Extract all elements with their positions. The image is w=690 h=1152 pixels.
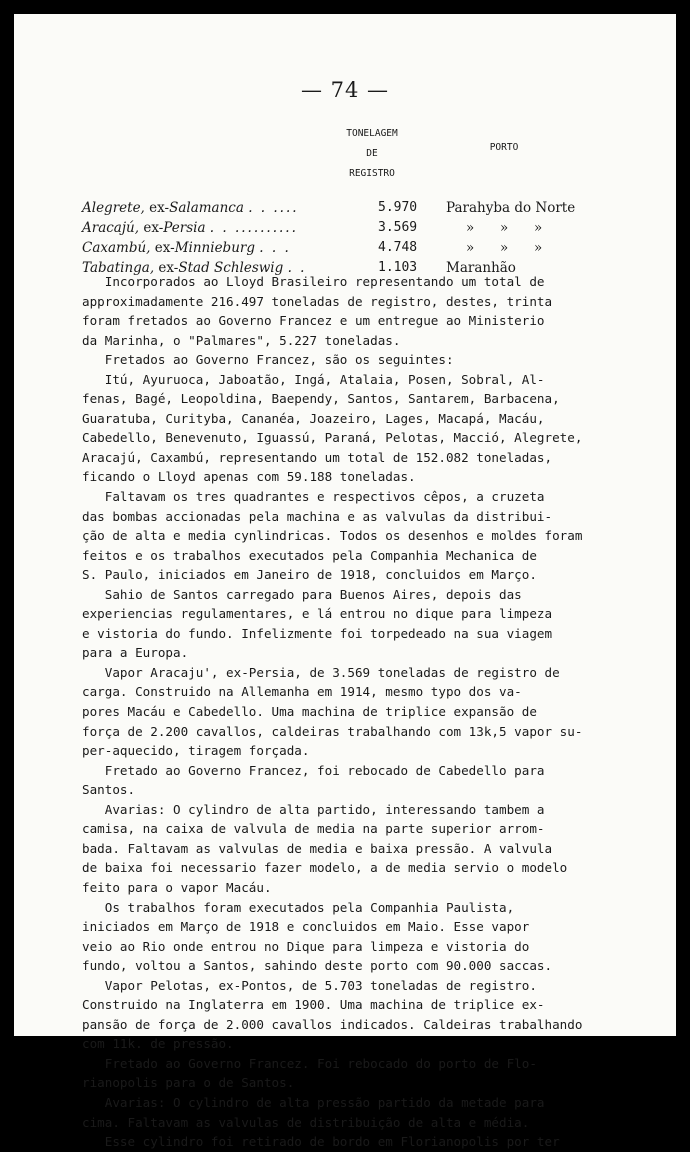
text-line: pansão de força de 2.000 cavallos indicados. Caldeiras trabalhando bbox=[82, 1016, 583, 1032]
port-value: Maranhão bbox=[446, 260, 516, 276]
text-line: Esse cylindro foi retirado de bordo em Florianopolis por ter bbox=[82, 1134, 560, 1150]
text-line: Vapor Pelotas, ex-Pontos, de 5.703 toneladas de registro. bbox=[82, 977, 537, 993]
text-line: ficando o Lloyd apenas com 59.188 toneladas. bbox=[82, 469, 416, 485]
text-line: Os trabalhos foram executados pela Companhia Paulista, bbox=[82, 899, 515, 915]
tonnage-header-line: REGISTRO bbox=[349, 168, 395, 179]
tonnage-value: 3.569 bbox=[378, 220, 418, 235]
text-line: fundo, voltou a Santos, sahindo deste porto com 90.000 saccas. bbox=[82, 958, 553, 974]
text-line: força de 2.200 cavallos, caldeiras trabalhando com 13k,5 vapor su- bbox=[82, 723, 583, 739]
text-line: Guaratuba, Curityba, Cananéa, Joazeiro, Lages, Macapá, Macáu, bbox=[82, 410, 545, 426]
tonnage-column-header bbox=[322, 124, 422, 184]
text-line: das bombas accionadas pela machina e as valvulas da distribui- bbox=[82, 508, 553, 524]
ship-name: Alegrete, ex-Salamanca . . .... bbox=[82, 200, 299, 216]
text-line: rianopolis para o de Santos. bbox=[82, 1075, 295, 1091]
text-line: Aracajú, Caxambú, representando um total de 152.082 toneladas, bbox=[82, 449, 553, 465]
table-row bbox=[82, 220, 642, 240]
document-page bbox=[14, 14, 676, 1150]
text-line: da Marinha, o "Palmares", 5.227 toneladas. bbox=[82, 332, 401, 348]
table-row bbox=[82, 200, 642, 220]
text-line: pores Macáu e Cabedello. Uma machina de triplice expansão de bbox=[82, 704, 537, 720]
ship-name: Tabatinga, ex-Stad Schleswig . . bbox=[82, 260, 307, 276]
text-line: Vapor Aracaju', ex-Persia, de 3.569 toneladas de registro de bbox=[82, 664, 560, 680]
text-line: S. Paulo, iniciados em Janeiro de 1918, concluidos em Março. bbox=[82, 567, 537, 583]
text-line: cima. Faltavam as valvulas de distribuição de alta e média. bbox=[82, 1114, 530, 1130]
text-line: Sahio de Santos carregado para Buenos Aires, depois das bbox=[82, 586, 522, 602]
text-line: Avarias: O cylindro de alta pressão partido da metade para bbox=[82, 1094, 545, 1110]
tonnage-header-line: DE bbox=[366, 148, 378, 159]
text-line: para a Europa. bbox=[82, 645, 189, 661]
text-line: ção de alta e media cynlindricas. Todos os desenhos e moldes foram bbox=[82, 528, 583, 544]
text-line: carga. Construido na Allemanha em 1914, mesmo typo dos va- bbox=[82, 684, 522, 700]
text-line: approximadamente 216.497 toneladas de registro, destes, trinta bbox=[82, 293, 553, 309]
text-line: Cabedello, Benevenuto, Iguassú, Paraná, Pelotas, Macció, Alegrete, bbox=[82, 430, 583, 446]
text-line: iniciados em Março de 1918 e concluidos em Maio. Esse vapor bbox=[82, 919, 530, 935]
text-line: de baixa foi necessario fazer modelo, a de media servio o modelo bbox=[82, 860, 568, 876]
text-line: e vistoria do fundo. Infelizmente foi torpedeado na sua viagem bbox=[82, 625, 553, 641]
tonnage-value: 4.748 bbox=[378, 240, 418, 255]
text-line: Fretado ao Governo Francez, foi rebocado de Cabedello para bbox=[82, 762, 545, 778]
tonnage-value: 5.970 bbox=[378, 200, 418, 215]
text-line: Itú, Ayuruoca, Jaboatão, Ingá, Atalaia, Posen, Sobral, Al- bbox=[82, 371, 545, 387]
text-line: veio ao Rio onde entrou no Dique para limpeza e vistoria do bbox=[82, 938, 530, 954]
text-line: Faltavam os tres quadrantes e respectivos cêpos, a cruzeta bbox=[82, 489, 545, 505]
text-line: experiencias regulamentares, e lá entrou no dique para limpeza bbox=[82, 606, 553, 622]
text-line: feitos e os trabalhos executados pela Companhia Mechanica de bbox=[82, 547, 537, 563]
text-line: camisa, na caixa de valvula de media na parte superior arrom- bbox=[82, 821, 545, 837]
text-line: Incorporados ao Lloyd Brasileiro representando um total de bbox=[82, 274, 545, 289]
text-line: com 11k. de pressão. bbox=[82, 1036, 234, 1052]
text-line: Avarias: O cylindro de alta partido, interessando tambem a bbox=[82, 801, 545, 817]
port-column-header: PORTO bbox=[489, 142, 519, 153]
ship-name: Aracajú, ex-Persia . . .......... bbox=[82, 220, 298, 236]
ship-name: Caxambú, ex-Minnieburg . . . bbox=[82, 240, 291, 256]
text-line: foram fretados ao Governo Francez e um entregue ao Ministerio bbox=[82, 313, 545, 329]
port-value: » » » bbox=[466, 240, 543, 256]
port-value: » » » bbox=[466, 220, 543, 236]
page-number: — 74 — bbox=[300, 78, 390, 102]
text-line: Construido na Inglaterra em 1900. Uma machina de triplice ex- bbox=[82, 997, 545, 1013]
tonnage-header-line: TONELAGEM bbox=[346, 128, 398, 139]
text-line: Fretado ao Governo Francez. Foi rebocado do porto de Flo- bbox=[82, 1055, 537, 1071]
text-line: fenas, Bagé, Leopoldina, Baependy, Santos, Santarem, Barbacena, bbox=[82, 391, 560, 407]
tonnage-value: 1.103 bbox=[378, 260, 418, 275]
body-text bbox=[82, 272, 612, 1152]
text-line: bada. Faltavam as valvulas de media e baixa pressão. A valvula bbox=[82, 840, 553, 856]
text-line: Santos. bbox=[82, 782, 136, 798]
text-line: feito para o vapor Macáu. bbox=[82, 879, 272, 895]
port-value: Parahyba do Norte bbox=[446, 200, 576, 216]
text-line: per-aquecido, tiragem forçada. bbox=[82, 743, 310, 759]
text-line: Fretados ao Governo Francez, são os seguintes: bbox=[82, 352, 454, 368]
